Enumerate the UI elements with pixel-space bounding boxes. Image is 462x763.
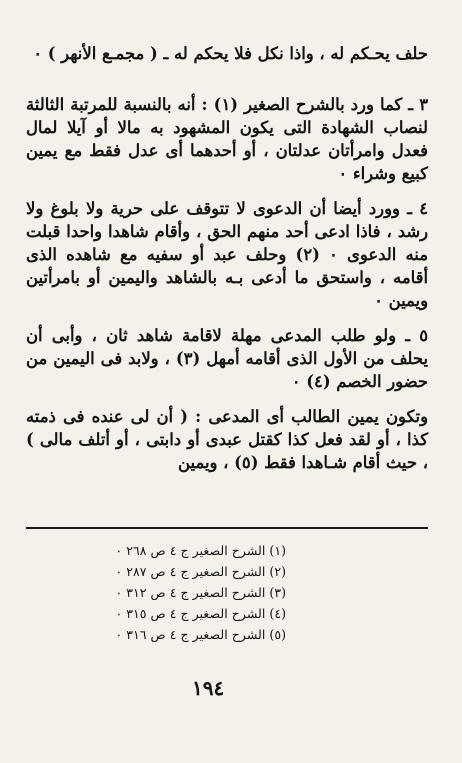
footnote-1: (١) الشرح الصغير ج ٤ ص ٢٦٨ ٠: [115, 543, 286, 558]
page-number: ١٩٤: [192, 676, 225, 700]
footnote-3: (٣) الشرح الصغير ج ٤ ص ٣١٢ ٠: [115, 585, 286, 600]
footnote-5: (٥) الشرح الصغير ج ٤ ص ٣١٦ ٠: [115, 627, 286, 642]
paragraph-5: ٥ ـ ولو طلب المدعى مهلة لاقامة شاهد ثان ، وأبى أن يحلف من الأول الذى أقامه أمهل (٣) ، ولابد فى اليمين من حضور الخصم (٤) ٠: [26, 326, 429, 391]
footnotes: [60, 540, 286, 645]
footnote-2: (٢) الشرح الصغير ج ٤ ص ٢٨٧ ٠: [115, 564, 286, 579]
paragraph-continuation: حلف يحـكم له ، واذا نكل فلا يحكم له ـ ( مجمـع الأنهر ) ٠: [33, 44, 428, 63]
footnote-4: (٤) الشرح الصغير ج ٤ ص ٣١٥ ٠: [115, 606, 286, 621]
paragraph-4: ٤ ـ وورد أيضا أن الدعوى لا تتوقف على حرية ولا بلوغ ولا رشد ، فاذا ادعى أحد منهم الحق ، وأقام شاهدا واحدا قبلت منه الدعوى ٠ (٢) وحلف عبد أو سفيه مع شاهده الذى أقامه ، واستحق ما أدعى بـه بالشاهد واليمين أو بامرأتين ويمين ٠: [26, 199, 428, 310]
footnote-separator: [26, 527, 428, 529]
paragraph-oath: وتكون يمين الطالب أى المدعى : ( أن لى عنده فى ذمته كذا ، أو لقد فعل كذا كقتل عبدى أو دابتى ، أو أتلف مالى ) ، حيث أقام شـاهدا فقط (٥) ، ويمين: [26, 407, 428, 472]
paragraph-3: ٣ ـ كما ورد بالشرح الصغير (١) : أنه بالنسبة للمرتبة الثالثة لنصاب الشهادة التى يكون المشهود به مالا أو آيلا لمال فعدل وامرأتان عدلتان ، أو أحدهما أى عدل فقط مع يمين كبيع وشراء ٠: [26, 95, 429, 183]
body-text: [26, 42, 428, 486]
